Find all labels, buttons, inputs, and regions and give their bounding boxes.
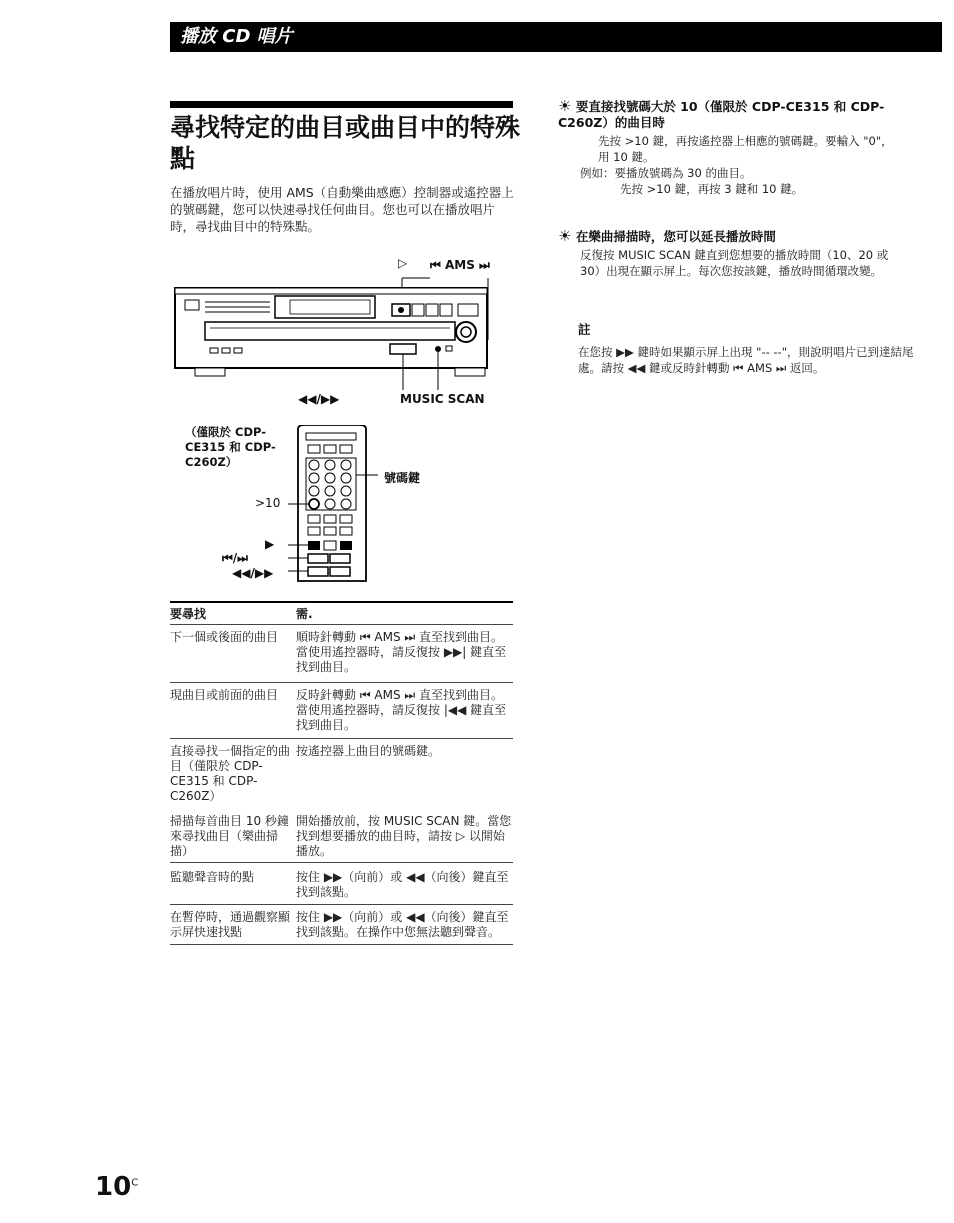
tip-body-line: 反復按 MUSIC SCAN 鍵直到您想要的播放時間（10、20 或 30）出現在顯示屏上。每次您按該鍵，播放時間循環改變。	[580, 248, 889, 278]
table-row	[170, 630, 513, 683]
table-row	[170, 744, 513, 806]
remote-search-label: ◀◀/▶▶	[232, 566, 274, 580]
note-heading: 註	[578, 322, 591, 337]
table-cell-find: 掃描每首曲目 10 秒鐘來尋找曲目（樂曲掃描）	[170, 814, 289, 858]
table-cell-find: 下一個或後面的曲目	[170, 630, 279, 644]
tip-body-line: 先按 >10 鍵，再按 3 鍵和 10 鍵。	[620, 182, 804, 196]
table-cell-find: 現曲目或前面的曲目	[170, 688, 279, 702]
tip-heading: ☀ 在樂曲掃描時，您可以延長播放時間	[558, 227, 776, 245]
table-header-rule	[170, 624, 513, 625]
tip-body-line: 先按 >10 鍵，再按遙控器上相應的號碼鍵。要輸入 "0"，用 10 鍵。	[598, 134, 893, 164]
title-rule	[170, 101, 513, 108]
table-row	[170, 870, 513, 905]
cd-player-illustration	[170, 270, 500, 410]
table-header-find: 要尋找	[170, 607, 207, 621]
only-models-note: （僅限於 CDP-CE315 和 CDP-C260Z）	[185, 425, 276, 469]
table-cell-find: 直接尋找一個指定的曲目（僅限於 CDP-CE315 和 CDP-C260Z）	[170, 744, 291, 803]
tip-direct-track	[558, 98, 898, 197]
table-top-rule	[170, 601, 513, 603]
lightbulb-icon: ☀	[558, 227, 572, 245]
table-row	[170, 688, 513, 739]
page-title: 尋找特定的曲目或曲目中的特殊點	[170, 113, 521, 173]
table-cell-find: 在暫停時，通過觀察顯示屏快速找點	[170, 910, 291, 939]
note-body: 在您按 ▶▶ 鍵時如果顯示屏上出現 "-- --"，則說明唱片已到達結尾處。請按 ◀◀ 鍵或反時針轉動 ⏮ AMS ⏭ 返回。	[578, 345, 914, 375]
tip-body-line: 例如：要播放號碼為 30 的曲目。	[580, 166, 752, 180]
table-cell-action: 按住 ▶▶（向前）或 ◀◀（向後）鍵直至找到該點。	[296, 870, 509, 899]
music-scan-label: MUSIC SCAN	[400, 392, 485, 406]
gt10-label: >10	[255, 496, 281, 510]
table-cell-action: 開始播放前，按 MUSIC SCAN 鍵。當您找到想要播放的曲目時，請按 ▷ 以開始播放。	[296, 814, 512, 858]
remote-play-label: ▶	[265, 537, 275, 551]
remote-skip-label: ⏮/⏭	[222, 551, 248, 565]
intro-paragraph: 在播放唱片時，使用 AMS（自動樂曲感應）控制器或遙控器上的號碼鍵，您可以快速尋找任何曲目。您也可以在播放唱片時，尋找曲目中的特殊點。	[170, 185, 514, 234]
table-header-action: 需.	[296, 607, 313, 621]
search-label: ◀◀/▶▶	[298, 392, 340, 406]
note-block	[578, 322, 918, 376]
table-cell-action: 反時針轉動 ⏮ AMS ⏭ 直至找到曲目。當使用遙控器時，請反復按 |◀◀ 鍵直至找到曲目。	[296, 688, 507, 732]
ams-label: ⏮ AMS ⏭	[430, 258, 490, 272]
section-title: 播放 CD 唱片	[180, 26, 293, 47]
table-cell-find: 監聽聲音時的點	[170, 870, 255, 884]
number-keys-label: 號碼鍵	[384, 471, 421, 485]
tip-heading: ☀ 要直接找號碼大於 10（僅限於 CDP-CE315 和 CDP-C260Z）的曲目時	[558, 97, 885, 130]
table-row	[170, 910, 513, 945]
tip-music-scan	[558, 228, 898, 279]
table-cell-action: 順時針轉動 ⏮ AMS ⏭ 直至找到曲目。當使用遙控器時，請反復按 ▶▶| 鍵直至找到曲目。	[296, 630, 507, 674]
table-cell-action: 按住 ▶▶（向前）或 ◀◀（向後）鍵直至找到該點。在操作中您無法聽到聲音。	[296, 910, 509, 939]
table-cell-action: 按遙控器上曲目的號碼鍵。	[296, 744, 441, 758]
page-number: $10^C$	[95, 1172, 139, 1202]
play-label: ▷	[398, 256, 408, 270]
table-row	[170, 814, 513, 863]
lightbulb-icon: ☀	[558, 97, 572, 115]
